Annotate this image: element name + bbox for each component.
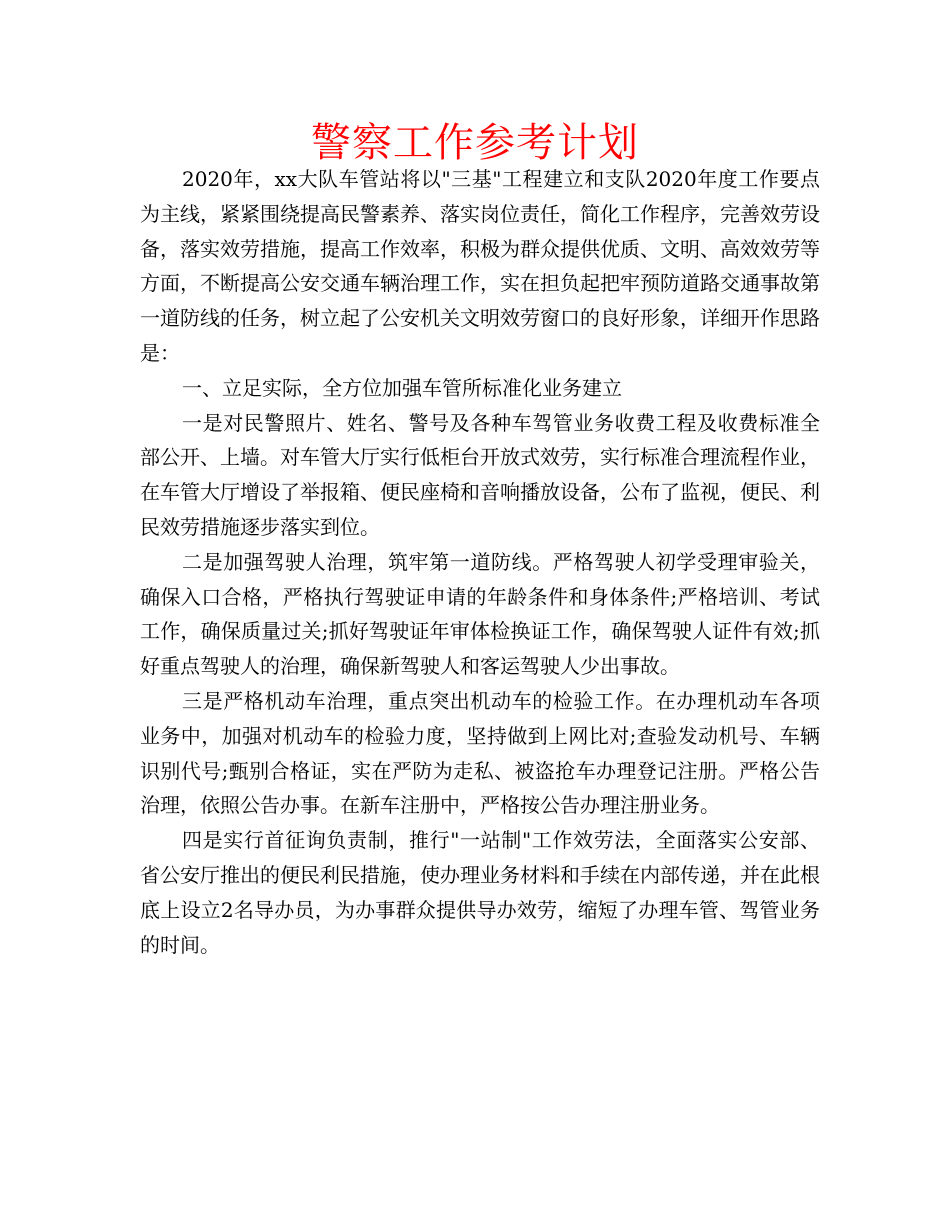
paragraph-item-3: 三是严格机动车治理，重点突出机动车的检验工作。在办理机动车各项业务中，加强对机动车的检验力度，坚持做到上网比对;查验发动机号、车辆识别代号;甄别合格证，实在严防为走私、被盗抢车办理登记注册。严格公告治理，依照公告办事。在新车注册中，严格按公告办理注册业务。 bbox=[140, 688, 820, 818]
paragraph-item-2: 二是加强驾驶人治理，筑牢第一道防线。严格驾驶人初学受理审验关，确保入口合格，严格执行驾驶证申请的年龄条件和身体条件;严格培训、考试工作，确保质量过关;抓好驾驶证年审体检换证工作，确保驾驶人证件有效;抓好重点驾驶人的治理，确保新驾驶人和客运驾驶人少出事故。 bbox=[140, 549, 820, 679]
paragraph-item-4: 四是实行首征询负责制，推行"一站制"工作效劳法，全面落实公安部、省公安厅推出的便民利民措施，使办理业务材料和手续在内部传递，并在此根底上设立2名导办员，为办事群众提供导办效劳，缩短了办理车管、驾管业务的时间。 bbox=[140, 828, 820, 957]
section-heading-1: 一、立足实际，全方位加强车管所标准化业务建立 bbox=[182, 375, 622, 400]
paragraph-intro: 2020年，xx大队车管站将以"三基"工程建立和支队2020年度工作要点为主线，紧紧围绕提高民警素养、落实岗位责任，简化工作程序，完善效劳设备，落实效劳措施，提高工作效率，积极为群众提供优质、文明、高效效劳等方面，不断提高公安交通车辆治理工作，实在担负起把牢预防道路交通事故第一道防线的任务，树立起了公安机关文明效劳窗口的良好形象，详细开作思路是： bbox=[140, 167, 820, 365]
paragraph-item-1: 一是对民警照片、姓名、警号及各种车驾管业务收费工程及收费标准全部公开、上墙。对车管大厅实行低柜台开放式效劳，实行标准合理流程作业，在车管大厅增设了举报箱、便民座椅和音响播放设备，公布了监视，便民、利民效劳措施逐步落实到位。 bbox=[140, 410, 820, 539]
document-body bbox=[140, 162, 820, 962]
document-title: 警察工作参考计划 bbox=[311, 120, 639, 166]
